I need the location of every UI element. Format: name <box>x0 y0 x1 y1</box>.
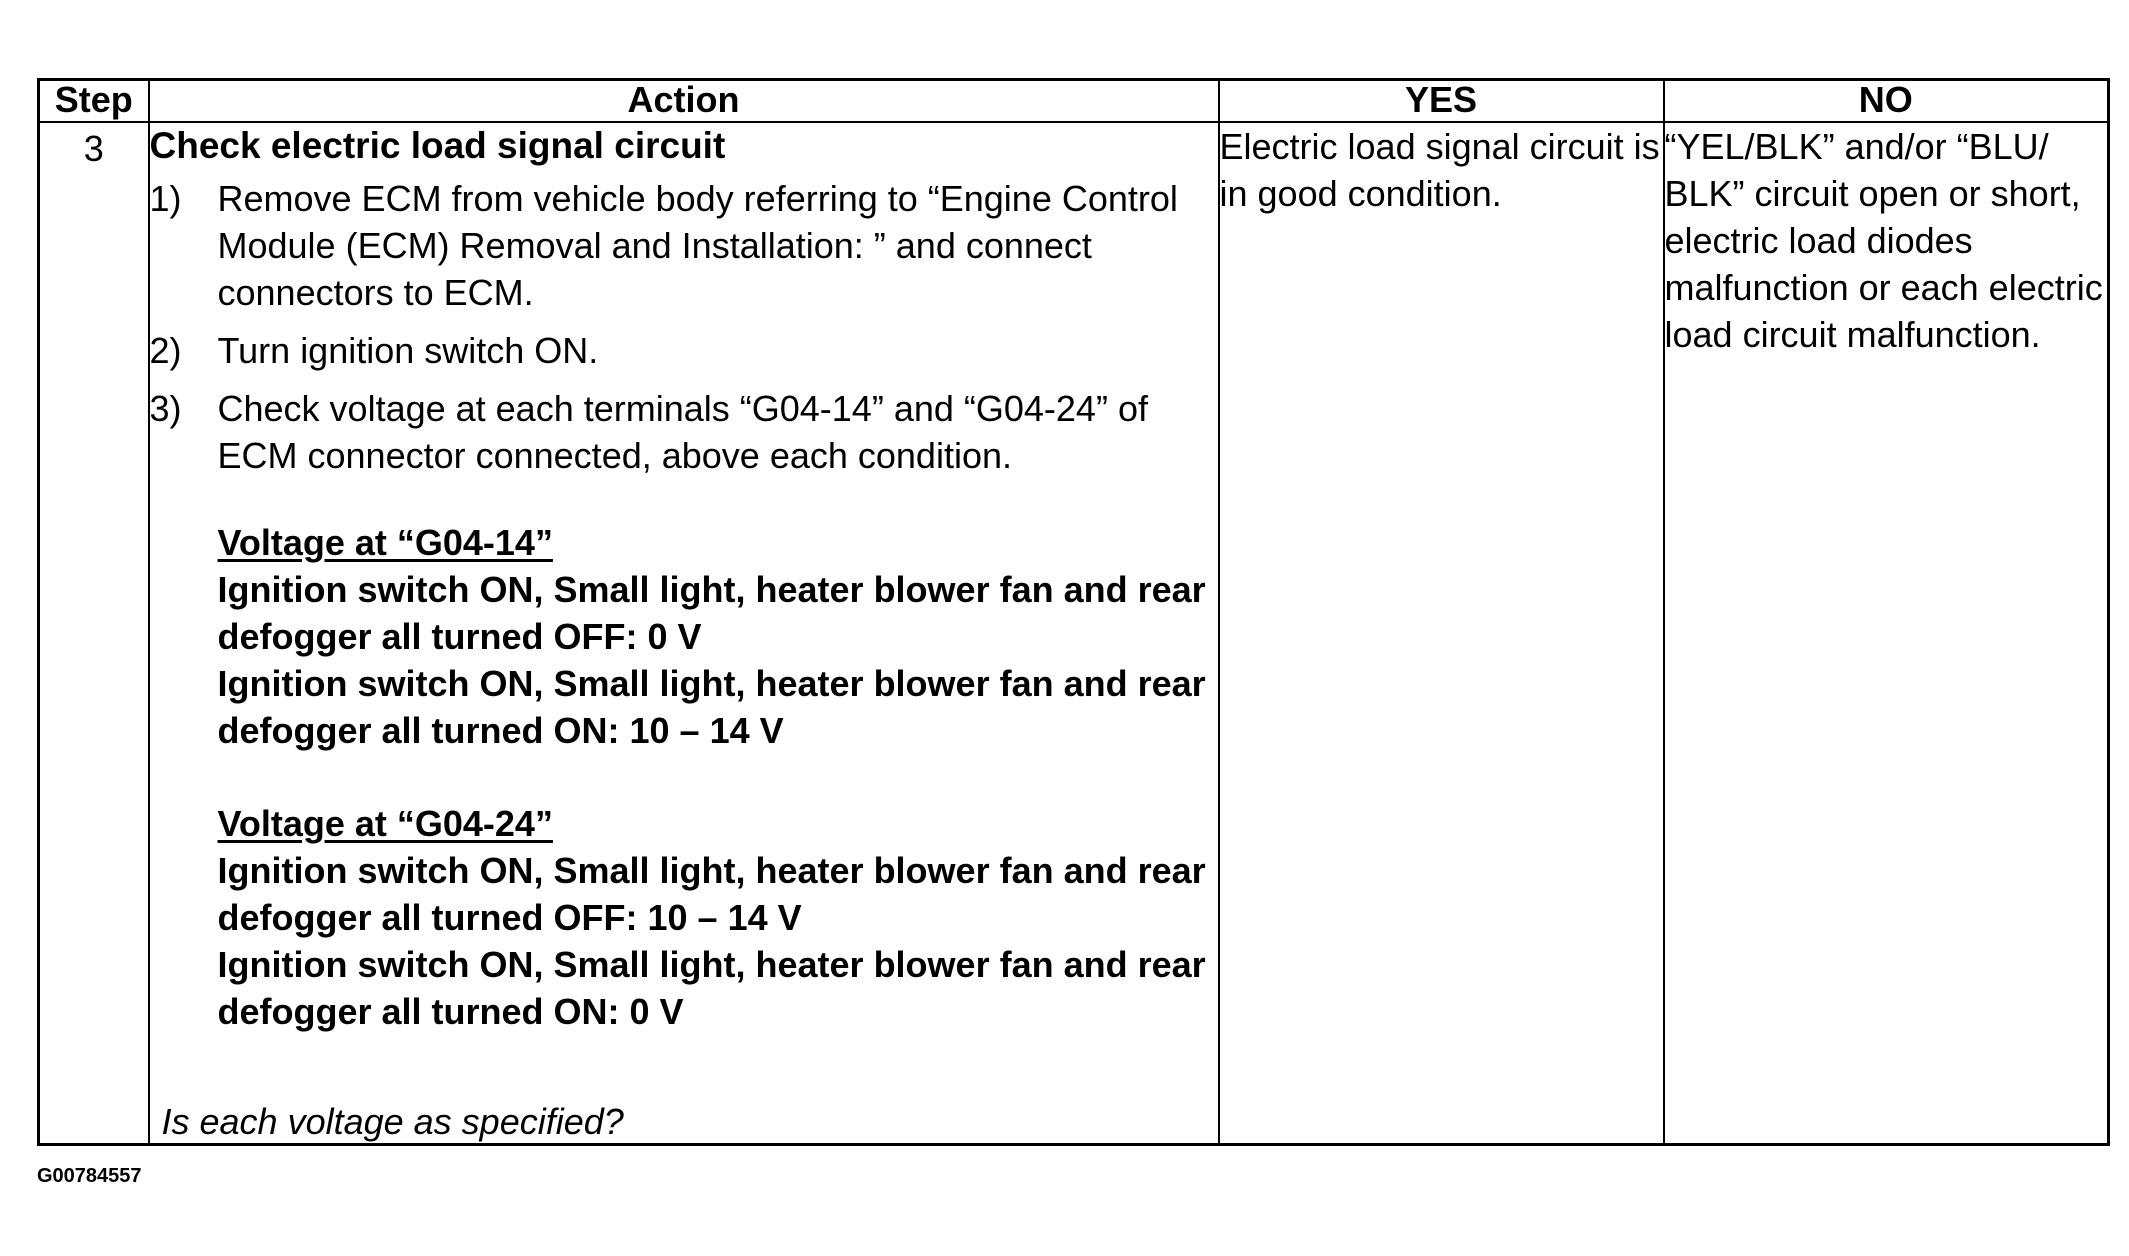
procedure-step-text: Turn ignition switch ON. <box>217 330 599 371</box>
spec-line: Ignition switch ON, Small light, heater blower fan and rear defogger all turned ON: 10 – 14 V <box>217 663 1206 751</box>
procedure-step <box>150 385 1218 479</box>
procedure-list <box>150 175 1218 479</box>
figure-id: G00784557 <box>37 1165 142 1187</box>
header-action: Action <box>149 80 1219 123</box>
voltage-spec-g04-24 <box>218 800 1218 1035</box>
diagnosis-table <box>37 78 2110 1146</box>
yes-cell: Electric load signal circuit is in good condition. <box>1219 122 1664 1145</box>
header-yes: YES <box>1219 80 1664 123</box>
header-step: Step <box>39 80 149 123</box>
spec-line: Ignition switch ON, Small light, heater blower fan and rear defogger all turned OFF: 0 V <box>217 569 1206 657</box>
spec-line: Ignition switch ON, Small light, heater blower fan and rear defogger all turned ON: 0 V <box>217 944 1206 1032</box>
spec-line: Ignition switch ON, Small light, heater blower fan and rear defogger all turned OFF: 10 – 14 V <box>217 850 1206 938</box>
procedure-step-number: 3) <box>149 388 182 429</box>
table-row <box>39 122 2109 1145</box>
table-header-row <box>39 80 2109 123</box>
spec-heading: Voltage at “G04-14” <box>217 522 553 563</box>
header-no: NO <box>1664 80 2109 123</box>
step-number: 3 <box>83 128 104 169</box>
spec-heading: Voltage at “G04-24” <box>217 803 553 844</box>
action-title: Check electric load signal circuit <box>149 125 726 166</box>
voltage-spec-g04-14 <box>218 519 1218 754</box>
check-question: Is each voltage as specified? <box>161 1101 624 1142</box>
no-cell: “YEL/BLK” and/or “BLU/ BLK” circuit open or short, electric load diodes malfunction or each electric load circuit malfunction. <box>1664 122 2109 1145</box>
procedure-step-number: 2) <box>149 330 182 371</box>
procedure-step-text: Remove ECM from vehicle body referring to “Engine Control Module (ECM) Removal and Installation: ” and connect connectors to ECM. <box>217 178 1178 313</box>
procedure-step <box>150 327 1218 374</box>
step-cell <box>39 122 149 1145</box>
action-cell <box>149 122 1219 1145</box>
procedure-step-number: 1) <box>149 178 182 219</box>
procedure-step <box>150 175 1218 316</box>
procedure-step-text: Check voltage at each terminals “G04-14” and “G04-24” of ECM connector connected, above each condition. <box>217 388 1148 476</box>
